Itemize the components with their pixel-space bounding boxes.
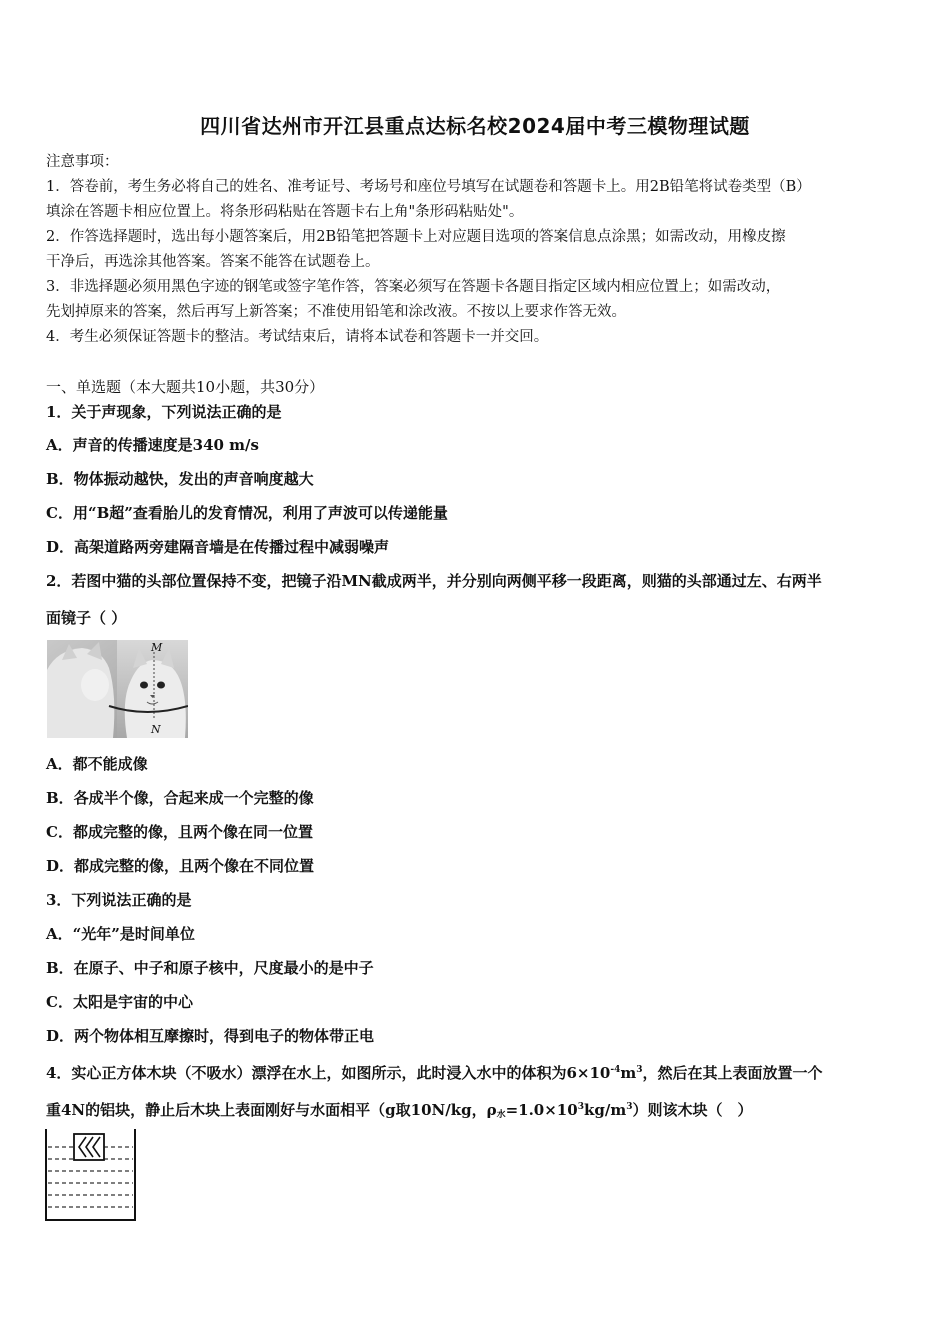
notice-line: 4．考生必须保证答题卡的整洁。考试结束后，请将本试卷和答题卡一并交回。	[46, 329, 549, 345]
question-1-option-b: B．物体振动越快，发出的声音响度越大	[46, 470, 314, 488]
question-3-option-a: A．“光年”是时间单位	[46, 925, 195, 943]
q4-exponent: 3	[577, 1102, 584, 1112]
question-1-option-a: A．声音的传播速度是340 m/s	[46, 436, 259, 454]
notice-line: 3．非选择题必须用黑色字迹的钢笔或签字笔作答，答案必须写在答题卡各题目指定区域内相应位置上；如需改动，	[46, 279, 781, 295]
question-2-stem-line1: 2．若图中猫的头部位置保持不变，把镜子沿MN截成两半，并分别向两侧平移一段距离，则猫的头部通过左、右两半	[46, 572, 822, 590]
question-2-option-d: D．都成完整的像，且两个像在不同位置	[46, 857, 315, 875]
q4-unit: m	[620, 1064, 637, 1082]
question-4-stem-line1	[46, 1060, 822, 1083]
question-2-option-c: C．都成完整的像，且两个像在同一位置	[46, 823, 313, 841]
floating-block-figure	[44, 1127, 138, 1223]
notice-line: 填涂在答题卡相应位置上。将条形码粘贴在答题卡右上角"条形码粘贴处"。	[46, 204, 524, 220]
question-4-stem-line2	[46, 1097, 752, 1125]
q4-text: ）则该木块（ ）	[632, 1101, 753, 1119]
notice-heading: 注意事项：	[46, 154, 119, 170]
q4-unit: kg/m	[583, 1101, 627, 1119]
q4-subscript: 水	[496, 1110, 506, 1120]
notice-line: 1．答卷前，考生务必将自己的姓名、准考证号、考场号和座位号填写在试题卷和答题卡上。用2B铅笔将试卷类型（B）	[46, 179, 811, 195]
page-title: 四川省达州市开江县重点达标名校2024届中考三模物理试题	[200, 114, 750, 138]
question-3-stem: 3．下列说法正确的是	[46, 891, 192, 909]
q4-text: =1.0×10	[505, 1101, 578, 1119]
notice-line: 2．作答选择题时，选出每小题答案后，用2B铅笔把答题卡上对应题目选项的答案信息点涂黑；如需改动，用橡皮擦	[46, 229, 786, 245]
q4-text: ，然后在其上表面放置一个	[642, 1064, 823, 1082]
question-2-option-b: B．各成半个像，合起来成一个完整的像	[46, 789, 314, 807]
question-1-stem: 1．关于声现象，下列说法正确的是	[46, 403, 282, 421]
question-2-option-a: A．都不能成像	[46, 755, 148, 773]
q4-exponent: 3	[626, 1102, 633, 1112]
question-3-option-d: D．两个物体相互摩擦时，得到电子的物体带正电	[46, 1027, 375, 1045]
notice-line: 先划掉原来的答案，然后再写上新答案；不准使用铅笔和涂改液。不按以上要求作答无效。	[46, 304, 626, 320]
q4-exponent: -4	[610, 1065, 621, 1075]
question-2-stem-line2: 面镜子（ ）	[46, 609, 127, 627]
question-1-option-d: D．高架道路两旁建隔音墙是在传播过程中减弱噪声	[46, 538, 390, 556]
section-heading: 一、单选题（本大题共10小题，共30分）	[46, 378, 325, 396]
figure-label-m: M	[151, 641, 163, 654]
q4-exponent: 3	[636, 1065, 643, 1075]
question-3-option-c: C．太阳是宇宙的中心	[46, 993, 193, 1011]
q4-text: 4．实心正方体木块（不吸水）漂浮在水上，如图所示，此时浸入水中的体积为6×10	[46, 1064, 611, 1082]
q4-text: 重4N的铝块，静止后木块上表面刚好与水面相平（g取10N/kg，ρ	[46, 1101, 497, 1119]
question-3-option-b: B．在原子、中子和原子核中，尺度最小的是中子	[46, 959, 374, 977]
question-1-option-c: C．用“B超”查看胎儿的发育情况，利用了声波可以传递能量	[46, 504, 448, 522]
cat-mirror-figure	[47, 640, 188, 738]
figure-label-n: N	[151, 723, 161, 736]
notice-line: 干净后，再选涂其他答案。答案不能答在试题卷上。	[46, 254, 380, 270]
